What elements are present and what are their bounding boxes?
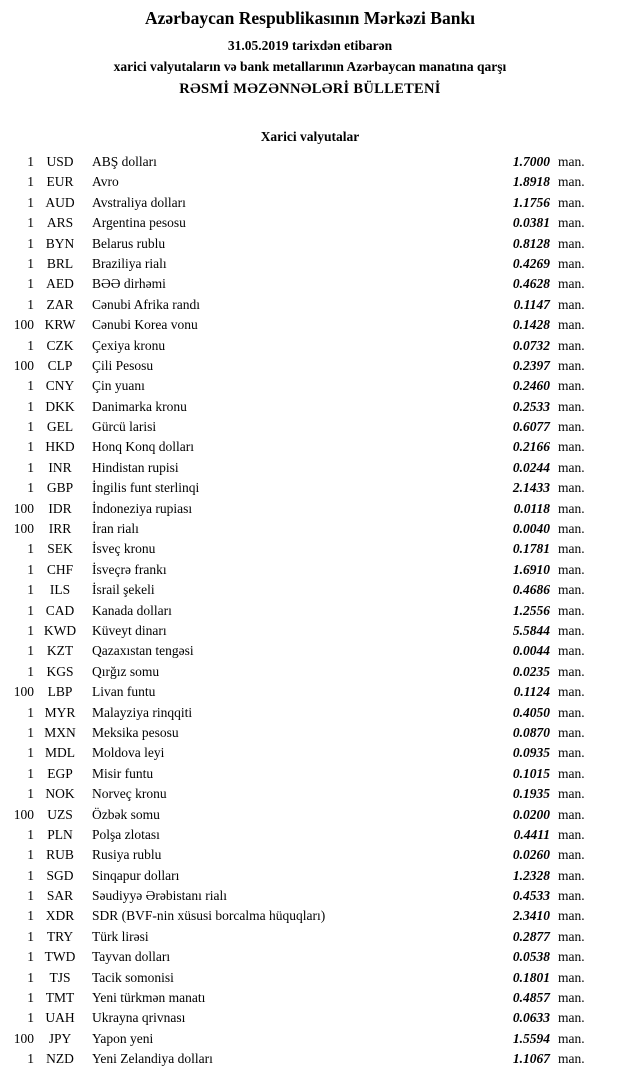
currency-unit: man.: [558, 643, 585, 659]
currency-quantity: 1: [27, 296, 34, 312]
currency-quantity: 1: [27, 480, 34, 496]
currency-rate: 0.2166: [512, 439, 550, 455]
currency-unit: man.: [558, 765, 585, 781]
currency-name: Yeni türkmən manatı: [92, 990, 206, 1006]
currency-name: Avstraliya dolları: [92, 194, 186, 210]
rate-row: [0, 315, 620, 335]
currency-quantity: 1: [27, 174, 34, 190]
currency-unit: man.: [558, 378, 585, 394]
rate-row: [0, 519, 620, 539]
currency-quantity: 100: [13, 521, 34, 537]
currency-code: UAH: [45, 1010, 75, 1026]
currency-quantity: 1: [27, 235, 34, 251]
currency-rate: 0.2533: [512, 398, 550, 414]
currency-rate: 5.5844: [512, 622, 550, 638]
currency-code: XDR: [45, 908, 75, 924]
currency-unit: man.: [558, 235, 585, 251]
currency-quantity: 100: [13, 1030, 34, 1046]
currency-unit: man.: [558, 663, 585, 679]
currency-name: Sinqapur dolları: [92, 867, 180, 883]
currency-code: KWD: [43, 622, 77, 638]
rates-table: [0, 152, 620, 1070]
currency-quantity: 1: [27, 215, 34, 231]
currency-name: Moldova leyi: [92, 745, 165, 761]
currency-rate: 0.4857: [512, 990, 550, 1006]
rate-row: [0, 234, 620, 254]
rate-row: [0, 356, 620, 376]
currency-rate: 0.6077: [512, 419, 550, 435]
currency-unit: man.: [558, 317, 585, 333]
section-title-foreign-currencies: Xarici valyutalar: [260, 129, 360, 144]
currency-rate: 0.1428: [512, 317, 550, 333]
currency-name: İsveç kronu: [92, 541, 156, 557]
currency-rate: 1.5594: [512, 1030, 550, 1046]
currency-name: Çin yuanı: [92, 378, 145, 394]
currency-name: Tayvan dolları: [92, 949, 171, 965]
currency-code: TMT: [45, 990, 75, 1006]
currency-quantity: 1: [27, 867, 34, 883]
currency-name: Küveyt dinarı: [92, 622, 167, 638]
currency-rate: 0.8128: [512, 235, 550, 251]
currency-name: Meksika pesosu: [92, 724, 179, 740]
currency-code: CLP: [47, 357, 73, 373]
currency-code: ARS: [46, 215, 74, 231]
currency-code: SAR: [46, 888, 74, 904]
currency-quantity: 1: [27, 765, 34, 781]
rate-row: [0, 784, 620, 804]
rate-row: [0, 193, 620, 213]
currency-rate: 1.8918: [512, 174, 550, 190]
currency-rate: 0.0538: [512, 949, 550, 965]
rate-row: [0, 723, 620, 743]
currency-rate: 0.0260: [512, 847, 550, 863]
rate-row: [0, 886, 620, 906]
currency-name: Misir funtu: [92, 765, 154, 781]
currency-quantity: 1: [27, 724, 34, 740]
currency-name: Özbək somu: [92, 806, 160, 822]
currency-name: Çili Pesosu: [92, 357, 154, 373]
currency-rate: 0.1147: [513, 296, 550, 312]
currency-name: İsrail şekeli: [92, 582, 155, 598]
currency-unit: man.: [558, 826, 585, 842]
rate-row: [0, 213, 620, 233]
currency-name: BƏƏ dirhəmi: [92, 276, 166, 292]
currency-name: İndoneziya rupiası: [92, 500, 193, 516]
currency-unit: man.: [558, 622, 585, 638]
currency-unit: man.: [558, 255, 585, 271]
currency-code: CHF: [46, 561, 74, 577]
currency-name: Çexiya kronu: [92, 337, 166, 353]
rate-row: [0, 805, 620, 825]
currency-rate: 0.2877: [512, 928, 550, 944]
rate-row: [0, 662, 620, 682]
currency-name: Yapon yeni: [92, 1030, 154, 1046]
currency-quantity: 1: [27, 949, 34, 965]
currency-code: TWD: [44, 949, 76, 965]
currency-code: CZK: [46, 337, 74, 353]
currency-rate: 0.0244: [512, 459, 550, 475]
currency-unit: man.: [558, 704, 585, 720]
currency-rate: 1.2328: [512, 867, 550, 883]
currency-unit: man.: [558, 602, 585, 618]
currency-rate: 1.2556: [512, 602, 550, 618]
currency-quantity: 1: [27, 704, 34, 720]
effective-date-line: 31.05.2019 tarixdən etibarən: [227, 38, 393, 53]
currency-quantity: 1: [27, 602, 34, 618]
currency-rate: 1.7000: [512, 154, 550, 169]
currency-rate: 0.4411: [513, 826, 550, 842]
rate-row: [0, 458, 620, 478]
currency-rate: 0.2460: [512, 378, 550, 394]
currency-quantity: 1: [27, 582, 34, 598]
currency-rate: 0.0235: [512, 663, 550, 679]
currency-rate: 0.1781: [512, 541, 550, 557]
currency-unit: man.: [558, 480, 585, 496]
currency-code: TJS: [49, 969, 71, 985]
currency-name: Səudiyyə Ərəbistanı rialı: [92, 888, 227, 904]
currency-name: Hindistan rupisi: [92, 459, 179, 475]
currency-code: IRR: [48, 521, 72, 537]
currency-code: NOK: [45, 786, 75, 802]
rate-row: [0, 1049, 620, 1069]
currency-quantity: 100: [13, 806, 34, 822]
currency-code: AED: [46, 276, 74, 292]
currency-unit: man.: [558, 1010, 585, 1026]
currency-unit: man.: [558, 806, 585, 822]
currency-quantity: 1: [27, 969, 34, 985]
currency-unit: man.: [558, 928, 585, 944]
rate-row: [0, 641, 620, 661]
currency-name: Cənubi Korea vonu: [92, 317, 198, 333]
currency-rate: 0.4269: [512, 255, 550, 271]
currency-name: Tacik somonisi: [92, 969, 174, 985]
currency-rate: 0.1015: [512, 765, 550, 781]
currency-code: TRY: [46, 928, 74, 944]
currency-code: LBP: [47, 684, 73, 700]
currency-name: Argentina pesosu: [92, 215, 186, 231]
currency-unit: man.: [558, 582, 585, 598]
rate-row: [0, 274, 620, 294]
currency-code: NZD: [46, 1051, 74, 1067]
rate-row: [0, 437, 620, 457]
currency-name: SDR (BVF-nin xüsusi borcalma hüquqları): [92, 908, 326, 924]
rate-row: [0, 621, 620, 641]
currency-unit: man.: [558, 786, 585, 802]
rate-row: [0, 988, 620, 1008]
currency-rate: 0.1935: [512, 786, 550, 802]
rate-row: [0, 376, 620, 396]
currency-code: KRW: [44, 317, 76, 333]
currency-name: Avro: [92, 174, 119, 190]
currency-quantity: 1: [27, 561, 34, 577]
currency-quantity: 1: [27, 745, 34, 761]
currency-code: MDL: [45, 745, 75, 761]
currency-code: UZS: [47, 806, 73, 822]
rate-row: [0, 703, 620, 723]
currency-unit: man.: [558, 398, 585, 414]
rate-row: [0, 478, 620, 498]
currency-quantity: 1: [27, 194, 34, 210]
currency-rate: 0.0118: [513, 500, 550, 516]
currency-quantity: 1: [27, 398, 34, 414]
currency-unit: man.: [558, 296, 585, 312]
currency-rate: 1.6910: [512, 561, 550, 577]
currency-rate: 0.0200: [512, 806, 550, 822]
currency-code: MXN: [44, 724, 76, 740]
currency-rate: 2.1433: [512, 480, 550, 496]
currency-quantity: 1: [27, 622, 34, 638]
currency-rate: 0.0381: [512, 215, 550, 231]
currency-code: GEL: [46, 419, 74, 435]
currency-unit: man.: [558, 174, 585, 190]
rate-row: [0, 397, 620, 417]
rate-row: [0, 499, 620, 519]
currency-quantity: 1: [27, 1051, 34, 1067]
currency-name: Yeni Zelandiya dolları: [92, 1051, 213, 1067]
currency-quantity: 100: [13, 357, 34, 373]
rate-row: [0, 1008, 620, 1028]
currency-name: Ukrayna qrivnası: [92, 1010, 186, 1026]
currency-quantity: 1: [27, 888, 34, 904]
currency-code: SEK: [47, 541, 73, 557]
rate-row: [0, 539, 620, 559]
currency-quantity: 100: [13, 684, 34, 700]
currency-code: HKD: [45, 439, 75, 455]
currency-name: Gürcü larisi: [92, 419, 157, 435]
currency-rate: 0.2397: [512, 357, 550, 373]
rate-row: [0, 947, 620, 967]
rate-row: [0, 580, 620, 600]
currency-name: Qırğız somu: [92, 663, 160, 679]
currency-unit: man.: [558, 357, 585, 373]
currency-rate: 0.1124: [513, 684, 550, 700]
currency-code: SGD: [46, 867, 74, 883]
currency-code: GBP: [46, 480, 74, 496]
currency-code: PLN: [47, 826, 73, 842]
currency-code: CNY: [45, 378, 75, 394]
currency-rate: 0.0633: [512, 1010, 550, 1026]
currency-name: Cənubi Afrika randı: [92, 296, 200, 312]
currency-unit: man.: [558, 1051, 585, 1067]
currency-name: Norveç kronu: [92, 786, 167, 802]
currency-unit: man.: [558, 459, 585, 475]
currency-quantity: 100: [13, 317, 34, 333]
currency-unit: man.: [558, 684, 585, 700]
currency-quantity: 1: [27, 439, 34, 455]
currency-rate: 0.0870: [512, 724, 550, 740]
currency-quantity: 1: [27, 276, 34, 292]
currency-rate: 0.4628: [512, 276, 550, 292]
rate-row: [0, 764, 620, 784]
rate-row: [0, 927, 620, 947]
currency-quantity: 1: [27, 541, 34, 557]
currency-unit: man.: [558, 521, 585, 537]
currency-unit: man.: [558, 561, 585, 577]
currency-unit: man.: [558, 439, 585, 455]
bulletin-subtitle: xarici valyutaların və bank metallarının Azərbaycan manatına qarşı: [113, 59, 507, 74]
currency-code: ILS: [49, 582, 71, 598]
currency-code: DKK: [45, 398, 75, 414]
currency-code: USD: [46, 154, 74, 169]
currency-rate: 0.0040: [512, 521, 550, 537]
currency-unit: man.: [558, 541, 585, 557]
currency-code: BRL: [46, 255, 74, 271]
currency-code: EGP: [47, 765, 73, 781]
currency-code: INR: [48, 459, 72, 475]
currency-code: AUD: [45, 194, 75, 210]
rate-row: [0, 866, 620, 886]
rate-row: [0, 560, 620, 580]
currency-quantity: 1: [27, 663, 34, 679]
currency-rate: 0.4533: [512, 888, 550, 904]
currency-quantity: 1: [27, 337, 34, 353]
rate-row: [0, 825, 620, 845]
rate-row: [0, 417, 620, 437]
rate-row: [0, 254, 620, 274]
currency-unit: man.: [558, 867, 585, 883]
currency-quantity: 1: [27, 1010, 34, 1026]
currency-code: JPY: [48, 1030, 72, 1046]
currency-quantity: 1: [27, 847, 34, 863]
rate-row: [0, 172, 620, 192]
currency-unit: man.: [558, 888, 585, 904]
currency-code: CAD: [45, 602, 75, 618]
currency-quantity: 100: [13, 500, 34, 516]
currency-name: İsveçrə frankı: [92, 561, 167, 577]
currency-quantity: 1: [27, 990, 34, 1006]
currency-name: Danimarka kronu: [92, 398, 187, 414]
bank-title: Azərbaycan Respublikasının Mərkəzi Bankı: [144, 8, 476, 28]
currency-unit: man.: [558, 949, 585, 965]
currency-rate: 1.1756: [512, 194, 550, 210]
currency-name: Qazaxıstan tengəsi: [92, 643, 194, 659]
rate-row: [0, 682, 620, 702]
currency-unit: man.: [558, 154, 585, 169]
currency-unit: man.: [558, 194, 585, 210]
currency-quantity: 1: [27, 255, 34, 271]
currency-code: BYN: [45, 235, 75, 251]
currency-quantity: 1: [27, 643, 34, 659]
currency-name: Türk lirəsi: [92, 928, 149, 944]
currency-quantity: 1: [27, 378, 34, 394]
bulletin-title: RƏSMİ MƏZƏNNƏLƏRİ BÜLLETENİ: [179, 81, 441, 97]
currency-name: İran rialı: [92, 521, 139, 537]
currency-code: ZAR: [46, 296, 74, 312]
currency-unit: man.: [558, 908, 585, 924]
currency-unit: man.: [558, 745, 585, 761]
rate-row: [0, 845, 620, 865]
currency-quantity: 1: [27, 826, 34, 842]
currency-name: Malayziya rinqqiti: [92, 704, 193, 720]
rate-row: [0, 906, 620, 926]
currency-name: ABŞ dolları: [92, 154, 157, 169]
currency-unit: man.: [558, 969, 585, 985]
currency-name: Honq Konq dolları: [92, 439, 194, 455]
currency-unit: man.: [558, 419, 585, 435]
currency-name: Livan funtu: [92, 684, 156, 700]
currency-rate: 2.3410: [512, 908, 550, 924]
currency-unit: man.: [558, 990, 585, 1006]
rate-row: [0, 601, 620, 621]
currency-quantity: 1: [27, 459, 34, 475]
currency-rate: 0.4686: [512, 582, 550, 598]
currency-rate: 0.0935: [512, 745, 550, 761]
rate-row: [0, 152, 620, 172]
rate-row: [0, 743, 620, 763]
currency-rate: 1.1067: [512, 1051, 550, 1067]
currency-quantity: 1: [27, 154, 34, 169]
currency-code: IDR: [48, 500, 72, 516]
currency-quantity: 1: [27, 928, 34, 944]
currency-unit: man.: [558, 500, 585, 516]
currency-unit: man.: [558, 1030, 585, 1046]
currency-name: Belarus rublu: [92, 235, 166, 251]
currency-code: EUR: [46, 174, 74, 190]
currency-quantity: 1: [27, 908, 34, 924]
currency-name: Polşa zlotası: [92, 826, 160, 842]
currency-unit: man.: [558, 215, 585, 231]
currency-name: Rusiya rublu: [92, 847, 162, 863]
currency-name: Kanada dolları: [92, 602, 172, 618]
currency-code: MYR: [44, 704, 76, 720]
rate-row: [0, 336, 620, 356]
currency-unit: man.: [558, 847, 585, 863]
currency-rate: 0.0044: [512, 643, 550, 659]
rate-row: [0, 968, 620, 988]
currency-quantity: 1: [27, 786, 34, 802]
currency-unit: man.: [558, 724, 585, 740]
currency-name: Braziliya rialı: [92, 255, 167, 271]
currency-rate: 0.1801: [512, 969, 550, 985]
currency-unit: man.: [558, 276, 585, 292]
currency-code: RUB: [46, 847, 74, 863]
currency-code: KGS: [46, 663, 74, 679]
rate-row: [0, 1029, 620, 1049]
currency-rate: 0.0732: [512, 337, 550, 353]
currency-unit: man.: [558, 337, 585, 353]
currency-quantity: 1: [27, 419, 34, 435]
currency-rate: 0.4050: [512, 704, 550, 720]
currency-name: İngilis funt sterlinqi: [92, 480, 200, 496]
currency-code: KZT: [46, 643, 74, 659]
rate-row: [0, 295, 620, 315]
